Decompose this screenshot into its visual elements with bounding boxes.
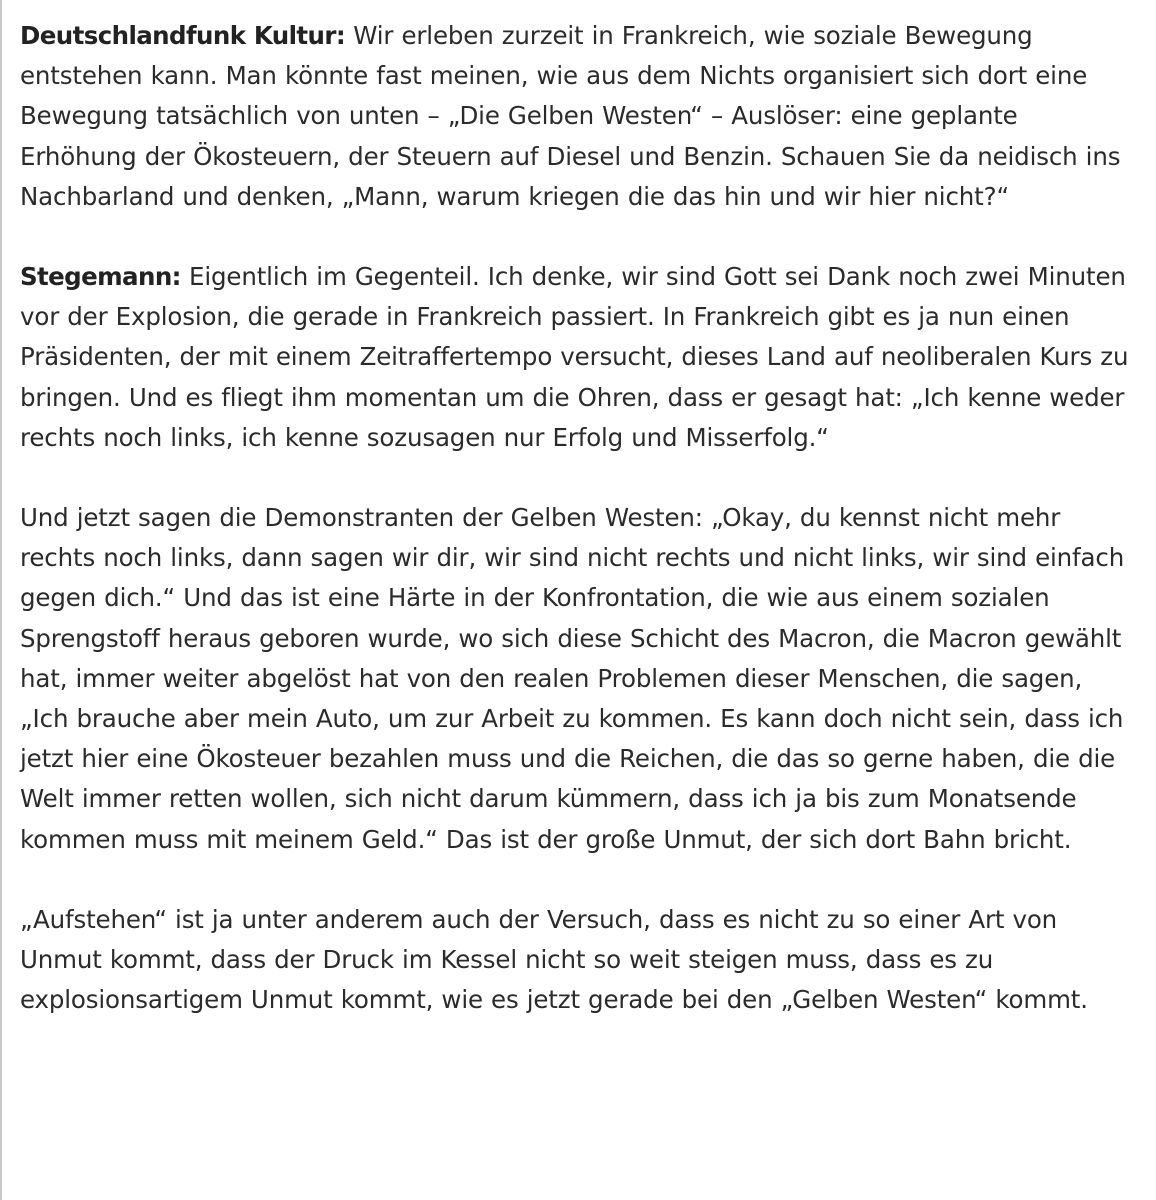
paragraph-text: Eigentlich im Gegenteil. Ich denke, wir sind Gott sei Dank noch zwei Minuten vor der Explosion, die gerade in Frankreich passiert. In Frankreich gibt es ja nun einen Präsidenten, der mit einem Zeitraffertempo versucht, dieses Land auf neoliberalen Kurs zu bringen. Und es fliegt ihm momentan um die Ohren, dass er gesagt hat: „Ich kenne weder rechts noch links, ich kenne sozusagen nur Erfolg und Misserfolg.“ <box>20 262 1129 452</box>
interview-answer-continuation <box>20 498 1132 860</box>
interview-answer-paragraph <box>20 257 1132 458</box>
interview-article <box>2 0 1156 1020</box>
speaker-label-stegemann: Stegemann: <box>20 262 181 292</box>
paragraph-text: Wir erleben zurzeit in Frankreich, wie soziale Bewegung entstehen kann. Man könnte fast meinen, wie aus dem Nichts organisiert sich dort eine Bewegung tatsächlich von unten – „Die Gelben Westen“ – Auslöser: eine geplante Erhöhung der Ökosteuern, der Steuern auf Diesel und Benzin. Schauen Sie da neidisch ins Nachbarland und denken, „Mann, warum kriegen die das hin und wir hier nicht?“ <box>20 21 1121 211</box>
speaker-label-interviewer: Deutschlandfunk Kultur: <box>20 21 346 50</box>
interview-answer-continuation <box>20 900 1132 1021</box>
paragraph-text: „Aufstehen“ ist ja unter anderem auch der Versuch, dass es nicht zu so einer Art von Unmut kommt, dass der Druck im Kessel nicht so weit steigen muss, dass es zu explosionsartigem Unmut kommt, wie es jetzt gerade bei den „Gelben Westen“ kommt. <box>20 904 1088 1015</box>
paragraph-text: Und jetzt sagen die Demonstranten der Gelben Westen: „Okay, du kennst nicht mehr rechts noch links, dann sagen wir dir, wir sind nicht rechts und nicht links, wir sind einfach gegen dich.“ Und das ist eine Härte in der Konfrontation, die wie aus einem sozialen Sprengstoff heraus geboren wurde, wo sich diese Schicht des Macron, die Macron gewählt hat, immer weiter abgelöst hat von den realen Problemen dieser Menschen, die sagen, „Ich brauche aber mein Auto, um zur Arbeit zu kommen. Es kann doch nicht sein, dass ich jetzt hier eine Ökosteuer bezahlen muss und die Reichen, die das so gerne haben, die die Welt immer retten wollen, sich nicht darum kümmern, dass ich ja bis zum Monatsende kommen muss mit meinem Geld.“ Das ist der große Unmut, der sich dort Bahn bricht. <box>20 503 1125 854</box>
interview-question-paragraph <box>20 16 1132 217</box>
